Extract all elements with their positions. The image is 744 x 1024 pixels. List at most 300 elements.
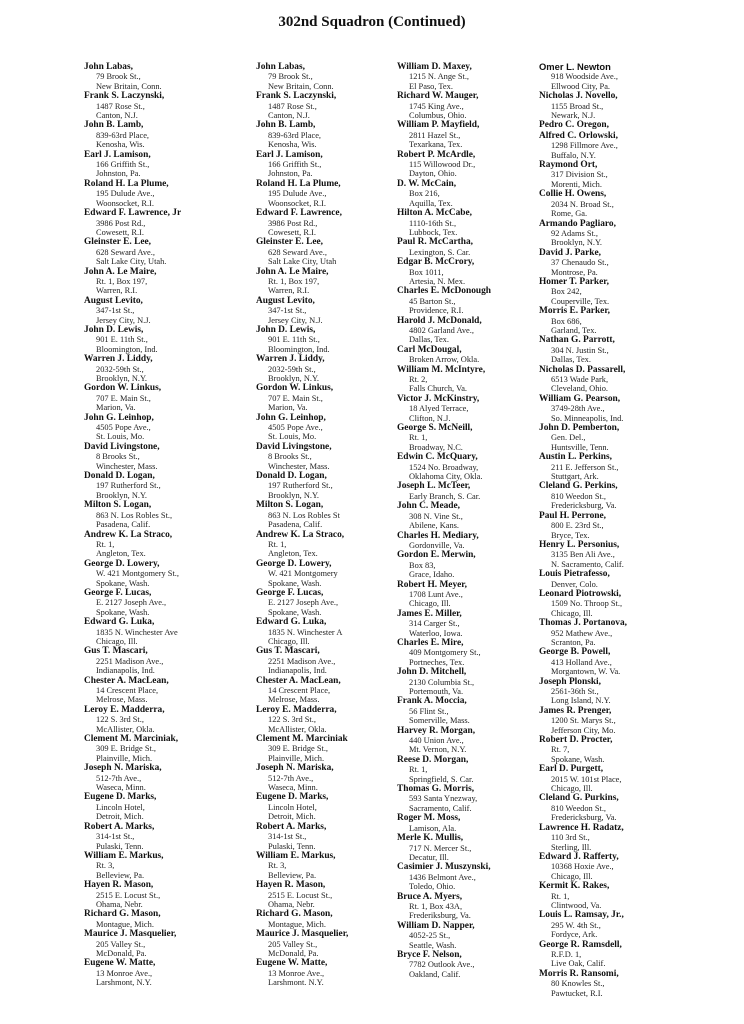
member-name: August Levito, (84, 295, 143, 306)
address-line: 80 Knowles St., (551, 979, 605, 989)
member-name: Bryce F. Nelson, (397, 949, 462, 960)
address-line: Rt. 3, (268, 861, 287, 871)
roster-entry (539, 248, 714, 277)
address-line: Long Island, N.Y. (551, 696, 611, 706)
member-name: John D. Pemberton, (539, 423, 620, 434)
roster-entry (84, 958, 259, 987)
address-line: 2032-59th St., (268, 364, 316, 374)
member-name: Edward F. Lawrence, Jr (84, 208, 182, 219)
address-line: 1835 N. Winchester A (268, 627, 343, 637)
address-line: 901 E. 11th St., (268, 335, 320, 345)
address-line: Rt. 1, Box 197, (96, 276, 148, 286)
address-line: Lexington, S. Car. (409, 247, 471, 257)
address-line: Mt. Vernon, N.Y. (409, 745, 467, 755)
address-line: Seattle, Wash. (409, 940, 457, 950)
member-name: John D. Lewis, (256, 324, 316, 335)
address-line: So. Minneapolis, Ind. (551, 413, 624, 423)
roster-entry (539, 189, 714, 218)
address-line: 37 Chenaudo St., (551, 258, 609, 268)
roster-entry (539, 677, 714, 706)
member-name: Roland H. La Plume, (256, 178, 341, 189)
address-line: 1200 St. Marys St., (551, 716, 616, 726)
member-name: Eugene D. Marks, (84, 792, 157, 803)
address-line: Woonsocket, R.I. (268, 198, 326, 208)
member-name: Roger M. Moss, (397, 813, 461, 824)
address-line: Sacramento, Calif. (409, 803, 472, 813)
roster-column-4 (539, 62, 714, 998)
address-line: Spokane, Wash. (96, 607, 150, 617)
member-name: George F. Lucas, (256, 587, 324, 598)
address-line: Rt. 7, (551, 745, 570, 755)
member-name: Harvey R. Morgan, (397, 725, 476, 736)
address-line: Waseca, Minn. (268, 783, 318, 793)
address-line: Spokane, Wash. (268, 607, 322, 617)
address-line: Bryce, Tex. (551, 530, 590, 540)
roster-entry (539, 969, 714, 998)
roster-entry (539, 277, 714, 306)
roster-entry (539, 219, 714, 248)
address-line: 347-1st St., (96, 306, 135, 316)
address-line: Cleveland, Ohio. (551, 384, 608, 394)
roster-entry (539, 764, 714, 793)
address-line: 8 Brooks St., (268, 452, 312, 462)
roster-entry (84, 442, 259, 471)
member-name: Louis L. Ramsay, Jr., (539, 910, 624, 921)
address-line: Artesia, N. Mex. (409, 276, 466, 286)
address-line: 314-1st St., (96, 832, 135, 842)
address-line: 92 Adams St., (551, 228, 598, 238)
address-line: 347-1st St., (268, 306, 307, 316)
roster-entry (539, 647, 714, 676)
member-name: Louis Pietrafesso, (539, 569, 610, 580)
member-name: Morris E. Parker, (539, 306, 610, 317)
member-name: William D. Napper, (397, 920, 475, 931)
member-name: Austin L. Perkins, (539, 452, 612, 463)
address-line: McDonald, Pa. (268, 948, 319, 958)
member-name: Earl D. Purgett, (539, 764, 604, 775)
address-line: 1155 Broad St., (551, 101, 604, 111)
roster-column-1 (84, 62, 259, 988)
address-line: Rt. 1, Box 43A, (409, 901, 463, 911)
address-line: 1509 No. Throop St., (551, 599, 623, 609)
page-title: 302nd Squadron (Continued) (278, 14, 466, 30)
address-line: Chicago, Ill. (96, 636, 138, 646)
address-line: Waseca, Minn. (96, 783, 146, 793)
member-name: James R. Prenger, (539, 705, 612, 716)
member-name: Robert P. McArdle, (397, 149, 476, 160)
roster-entry (84, 150, 259, 179)
address-line: 110 3rd St., (551, 833, 590, 843)
address-line: 1708 Lunt Ave., (409, 589, 463, 599)
member-name: George R. Ramsdell, (539, 939, 622, 950)
roster-entry (539, 394, 714, 423)
address-line: Rome, Ga. (551, 209, 588, 219)
address-line: 195 Dulude Ave., (268, 189, 327, 199)
address-line: 901 E. 11th St., (96, 335, 148, 345)
address-line: Salt Lake City, Utah (268, 257, 337, 267)
address-line: 810 Weedon St., (551, 803, 607, 813)
member-name: Andrew K. La Straco, (84, 529, 173, 540)
roster-entry (539, 706, 714, 735)
member-name: Hayen R. Mason, (256, 880, 326, 891)
address-line: Jersey City, N.J. (268, 315, 323, 325)
roster-entry (539, 881, 714, 910)
address-line: 3986 Post Rd., (96, 218, 146, 228)
address-line: Gordonville, Va. (409, 540, 465, 550)
address-line: Box 83, (409, 560, 436, 570)
roster-entry (539, 589, 714, 618)
member-name: Robert A. Marks, (256, 821, 327, 832)
member-name: Raymond Ort, (539, 160, 598, 171)
roster-entry (84, 646, 259, 675)
address-line: Ohama, Nebr. (96, 899, 143, 909)
address-line: 56 Flint St., (409, 706, 449, 716)
address-line: Lubbock, Tex. (409, 227, 458, 237)
member-name: John G. Leinhop, (256, 412, 326, 423)
member-name: John A. Le Maire, (84, 266, 157, 277)
address-line: Portemouth, Va. (409, 687, 464, 696)
member-name: Edward G. Luka, (256, 617, 327, 628)
address-line: 1487 Rose St., (96, 101, 145, 111)
address-line: 593 Santa Ynezway, (409, 794, 478, 804)
address-line: 839-63rd Place, (268, 130, 322, 140)
roster-entry (539, 569, 714, 589)
member-name: John C. Meade, (397, 501, 461, 512)
address-line: Broadway, N.C. (409, 442, 463, 452)
address-line: 6513 Wade Park, (551, 375, 609, 384)
member-name: Paul H. Perrone, (539, 510, 607, 521)
member-name: Earl J. Lamison, (84, 149, 151, 160)
address-line: 810 Weedon St., (551, 491, 607, 501)
address-line: 205 Valley St., (96, 939, 146, 949)
member-name: John B. Lamb, (84, 120, 144, 131)
address-line: 1835 N. Winchester Ave (96, 627, 178, 637)
address-line: Clintwood, Va. (551, 900, 602, 910)
address-line: Fordyce, Ark. (551, 930, 598, 940)
address-line: 440 Union Ave., (409, 736, 464, 746)
address-line: Aquilla, Tex. (409, 198, 453, 208)
address-line: New Britain, Conn. (96, 81, 162, 91)
address-line: 1298 Fillmore Ave., (551, 141, 618, 151)
address-line: McAllister, Okla. (268, 724, 327, 734)
address-line: St. Louis, Mo. (268, 432, 317, 442)
member-name: Kermit K. Rakes, (539, 881, 610, 892)
address-line: Buffalo, N.Y. (551, 150, 596, 160)
member-name: George S. McNeill, (397, 423, 473, 434)
member-name: August Levito, (256, 295, 315, 306)
address-line: E. 2127 Joseph Ave., (268, 598, 339, 608)
address-line: 211 E. Jefferson St., (551, 462, 619, 472)
address-line: Sterling, Ill. (551, 842, 592, 852)
roster-entry (539, 306, 714, 335)
member-name: Frank S. Laczynski, (84, 91, 165, 102)
roster-entry (84, 120, 259, 149)
address-line: Indianapolis, Ind. (96, 666, 155, 676)
address-line: 2515 E. Locust St., (268, 890, 333, 900)
member-name: Milton S. Logan, (84, 500, 152, 511)
member-name: Paul R. McCartha, (397, 237, 474, 248)
member-name: Robert D. Procter, (539, 735, 613, 746)
address-line: 122 S. 3rd St., (268, 715, 316, 725)
address-line: Montrose, Pa. (551, 267, 598, 277)
address-line: Morenti, Mich. (551, 179, 602, 189)
address-line: Brooklyn, N.Y. (268, 490, 320, 500)
address-line: Dallas, Tex. (551, 355, 591, 365)
address-line: 409 Montgomery St., (409, 648, 481, 658)
member-name: William P. Mayfield, (397, 120, 480, 131)
member-name: Frank A. Moccia, (397, 696, 467, 707)
member-name: John B. Lamb, (256, 120, 316, 131)
member-name: Casimier J. Muszynski, (397, 862, 491, 873)
address-line: 308 N. Vine St., (409, 511, 463, 521)
address-line: Warren, R.I. (96, 286, 138, 296)
address-line: 166 Griffith St., (96, 160, 150, 170)
address-line: 3749-28th Ave., (551, 404, 605, 414)
address-line: Canton, N.J. (268, 111, 310, 121)
member-name: Gordon E. Merwin, (397, 550, 476, 561)
member-name: Leonard Piotrowski, (539, 588, 622, 599)
roster-entry (84, 880, 259, 909)
member-name: Morris R. Ransomi, (539, 968, 619, 979)
address-line: Box 242, (551, 287, 582, 297)
address-line: Pasadena, Calif. (96, 520, 151, 530)
roster-entry (84, 734, 259, 763)
roster-entry (84, 62, 259, 91)
address-line: 1110-16th St., (409, 218, 457, 228)
member-name: Gordon W. Linkus, (84, 383, 162, 394)
member-name: Eugene D. Marks, (256, 792, 329, 803)
member-name: Maurice J. Masquelier, (84, 929, 177, 940)
member-name: William E. Markus, (256, 850, 336, 861)
member-name: Victor J. McKinstry, (397, 393, 480, 404)
address-line: Toledo, Ohio. (409, 882, 456, 892)
member-name: John Labas, (84, 62, 133, 72)
address-line: 205 Valley St., (268, 939, 318, 949)
roster-entry (84, 588, 259, 617)
member-name: George B. Powell, (539, 647, 611, 658)
address-line: Ohama, Nebr. (268, 899, 315, 909)
address-line: 1487 Rose St., (268, 101, 317, 111)
address-line: Spokane, Wash. (551, 754, 605, 764)
roster-entry (84, 617, 259, 646)
member-name: James E. Miller, (397, 608, 462, 619)
roster-entry (84, 413, 259, 442)
address-line: Chicago, Ill. (268, 636, 310, 646)
member-name: Cleland G. Purkins, (539, 793, 619, 804)
address-line: Lincoln Hotel, (268, 802, 317, 812)
address-line: Box 1011, (409, 267, 444, 277)
roster-entry (84, 909, 259, 929)
member-name: George D. Lowery, (84, 558, 160, 569)
address-line: 8 Brooks St., (96, 452, 140, 462)
address-line: Montague, Mich. (96, 919, 154, 929)
address-line: Bloomington, Ind. (96, 344, 158, 354)
address-line: 304 N. Justin St., (551, 345, 609, 355)
address-line: 317 Division St., (551, 170, 608, 180)
address-line: Garland, Tex. (551, 325, 597, 335)
address-line: Winchester, Mass. (268, 461, 330, 471)
roster-entry (84, 325, 259, 354)
address-line: Indianapolis, Ind. (268, 666, 327, 676)
address-line: Box 216, (409, 189, 440, 199)
member-name: Gus T. Mascari, (256, 646, 320, 657)
member-name: Charles H. Mediary, (397, 530, 479, 541)
member-name: Nathan G. Parrott, (539, 335, 615, 346)
address-line: Brooklyn, N.Y. (96, 374, 148, 383)
member-name: Merle K. Mullis, (397, 833, 464, 844)
address-line: 197 Rutherford St., (268, 481, 333, 491)
member-name: David Livingstone, (256, 441, 332, 452)
address-line: 45 Barton St., (409, 296, 456, 306)
roster-entry (539, 423, 714, 452)
roster-entry (539, 131, 714, 160)
member-name: Clement M. Marciniak (256, 734, 348, 745)
member-name: Edward J. Rafferty, (539, 851, 619, 862)
member-name: John Labas, (256, 62, 305, 72)
address-line: Waterloo, Iowa. (409, 628, 463, 638)
address-line: 166 Griffith St., (268, 160, 322, 170)
member-name: Edward G. Luka, (84, 617, 155, 628)
member-name: Richard G. Mason, (84, 909, 161, 920)
member-name: John D. Lewis, (84, 324, 144, 335)
address-line: 952 Mathew Ave., (551, 628, 613, 638)
address-line: 4052-25 St., (409, 931, 451, 941)
member-name: Thomas J. Portanova, (539, 618, 628, 629)
address-line: Marion, Va. (96, 403, 136, 413)
address-line: Melrose, Mass. (268, 695, 320, 705)
roster-entry (539, 481, 714, 510)
address-line: Rt. 1, (96, 539, 115, 549)
address-line: Belleview, Pa. (96, 870, 145, 880)
member-name: Joseph N. Mariska, (84, 763, 162, 774)
address-line: Larshmont. N.Y. (268, 978, 324, 988)
address-line: Angleton, Tex. (96, 549, 146, 559)
member-name: Robert A. Marks, (84, 821, 155, 832)
address-line: 314 Carger St., (409, 619, 460, 629)
member-name: Alfred C. Orlowski, (539, 130, 618, 141)
address-line: Stuttgart, Ark. (551, 472, 599, 482)
roster-entry (539, 335, 714, 364)
member-name: Homer T. Parker, (539, 276, 609, 287)
address-line: 7782 Outlook Ave., (409, 960, 475, 970)
address-line: Lamison, Ala. (409, 823, 457, 833)
address-line: Detroit, Mich. (268, 812, 316, 822)
roster-entry (84, 471, 259, 500)
member-name: Clement M. Marciniak, (84, 734, 179, 745)
address-line: Abilene, Kans. (409, 521, 460, 531)
address-line: Falls Church, Va. (409, 384, 468, 394)
address-line: Spokane, Wash. (268, 578, 322, 588)
member-name: Warren J. Liddy, (84, 354, 153, 365)
address-line: E. 2127 Joseph Ave., (96, 598, 167, 608)
address-line: 2515 E. Locust St., (96, 890, 161, 900)
member-name: Lawrence H. Radatz, (539, 822, 624, 833)
member-name: John A. Le Maire, (256, 266, 329, 277)
address-line: Chicago, Ill. (551, 784, 593, 794)
address-line: Huntsville, Tenn. (551, 442, 609, 452)
member-name: Chester A. MacLean, (84, 675, 169, 686)
roster-entry (84, 500, 259, 529)
address-line: Rt. 1, (551, 891, 570, 901)
address-line: 4802 Garland Ave., (409, 325, 474, 335)
roster-entry (539, 62, 714, 91)
address-line: 512-7th Ave., (268, 773, 314, 783)
address-line: Ellwood City, Pa. (551, 81, 611, 91)
member-name: Collie H. Owens, (539, 189, 607, 200)
address-line: Grace, Idaho. (409, 570, 455, 580)
roster-entry (84, 296, 259, 325)
roster-entry (539, 540, 714, 569)
address-line: Kenosha, Wis. (268, 140, 317, 150)
member-name: Charles E. McDonough (397, 286, 492, 297)
member-name: Warren J. Liddy, (256, 354, 325, 365)
address-line: 707 E. Main St., (268, 393, 323, 403)
address-line: Pulaski, Tenn. (96, 841, 144, 851)
member-name: Pedro C. Oregon, (539, 120, 609, 131)
roster-entry (539, 618, 714, 647)
address-line: Jefferson City, Mo. (551, 725, 616, 735)
address-line: Chicago, Ill. (551, 608, 593, 618)
address-line: 3986 Post Rd., (268, 218, 318, 228)
member-name: Harold J. McDonald, (397, 315, 482, 326)
address-line: W. 421 Montgomery (268, 569, 338, 579)
address-line: 839-63rd Place, (96, 130, 150, 140)
address-line: Spokane, Wash. (96, 578, 150, 588)
address-line: 195 Dulude Ave., (96, 189, 155, 199)
address-line: Texarkana, Tex. (409, 140, 463, 150)
roster-entry (539, 793, 714, 822)
address-line: 4505 Pope Ave., (268, 423, 323, 433)
roster-entry (539, 735, 714, 764)
address-line: Chicago, Ill. (409, 599, 451, 609)
address-line: Winchester, Mass. (96, 461, 158, 471)
member-name: Joseph N. Mariska, (256, 763, 334, 774)
address-line: 13 Monroe Ave., (268, 968, 325, 978)
address-line: Early Branch, S. Car. (409, 491, 481, 501)
address-line: Portneches, Tex. (409, 657, 465, 667)
roster-entry (84, 851, 259, 880)
roster-entry (84, 822, 259, 851)
roster-entry (84, 383, 259, 412)
address-line: Pulaski, Tenn. (268, 841, 316, 851)
address-line: Plainville, Mich. (96, 753, 153, 763)
address-line: 2032-59th St., (96, 364, 144, 374)
address-line: Oakland, Calif. (409, 969, 461, 979)
address-line: 512-7th Ave., (96, 773, 142, 783)
member-name: Chester A. MacLean, (256, 675, 341, 686)
address-line: 2130 Columbia St., (409, 677, 475, 687)
address-line: Cowesett, R.I. (268, 227, 316, 237)
address-line: Springfield, S. Car. (409, 774, 474, 784)
address-line: Canton, N.J. (96, 111, 138, 121)
address-line: Warren, R.I. (268, 286, 310, 296)
member-name: Joseph L. McTeer, (397, 481, 471, 492)
address-line: New Britain, Conn. (268, 81, 334, 91)
address-line: Rt. 1, (268, 539, 287, 549)
roster-entry (84, 792, 259, 821)
address-line: Scranton, Pa. (551, 637, 596, 647)
address-line: Pawtucket, R.I. (551, 988, 603, 998)
address-line: 115 Willowood Dr., (409, 160, 476, 170)
member-name: William M. McIntyre, (397, 364, 486, 375)
roster-entry (84, 763, 259, 792)
roster-entry (84, 354, 259, 383)
roster-entry (539, 940, 714, 969)
member-name: John G. Leinhop, (84, 412, 154, 423)
address-line: Morgantown, W. Va. (551, 667, 621, 677)
roster-entry (84, 929, 259, 958)
address-line: Broken Arrow, Okla. (409, 355, 480, 365)
